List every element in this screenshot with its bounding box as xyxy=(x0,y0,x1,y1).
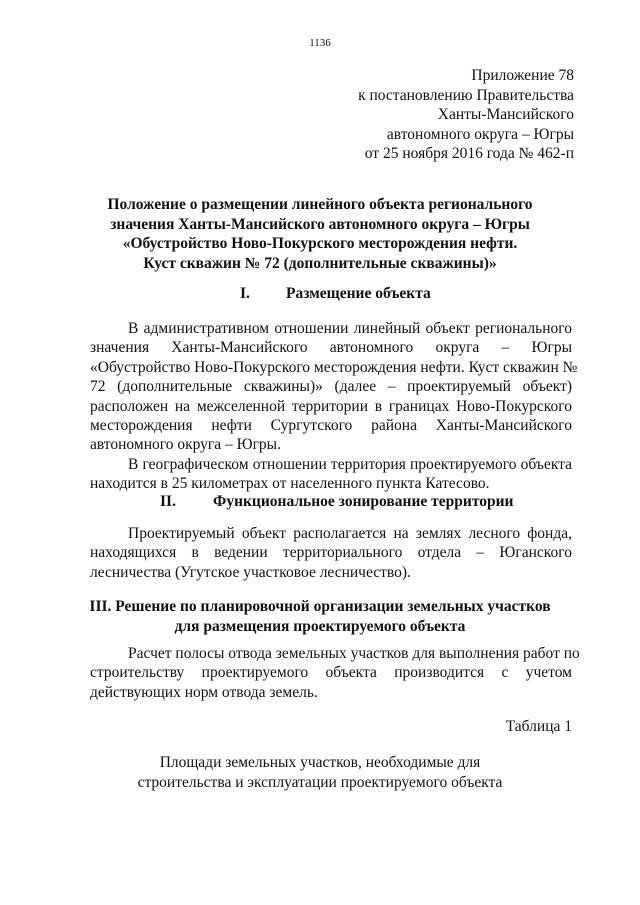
section-1-number: I. xyxy=(240,285,250,302)
text-line: В административном отношении линейный объект регионального xyxy=(128,320,572,337)
section-3-paragraph xyxy=(90,644,580,702)
text-line: расположен на межселенной территории в границах Ново-Покурского xyxy=(90,397,572,415)
text-line: В географическом отношении территория проектируемого объекта xyxy=(128,455,572,473)
section-2-body xyxy=(90,524,572,582)
text-line: 72 (дополнительные скважины)» (далее – проектируемый объект) xyxy=(90,378,572,396)
text-line: строительству проектируемого объекта производится с учетом xyxy=(90,664,572,682)
appendix-line: к постановлению Правительства xyxy=(358,86,574,104)
appendix-line: от 25 ноября 2016 года № 462-п xyxy=(364,145,574,162)
section-1-paragraph-2 xyxy=(90,455,572,494)
text-line: «Обустройство Ново-Покурского месторождения нефти. Куст скважин № xyxy=(90,358,578,376)
document-title xyxy=(70,195,570,273)
section-3-heading xyxy=(70,597,570,636)
text-line: лесничества (Угутское участковое лесничество). xyxy=(90,563,411,581)
section-2-paragraph xyxy=(90,524,572,582)
text-line: Расчет полосы отвода земельных участков для выполнения работ по xyxy=(128,645,580,662)
text-line: действующих норм отвода земель. xyxy=(90,683,318,701)
section-2-number: II. xyxy=(160,493,176,510)
text-line: значения Ханты-Мансийского автономного округа – Югры xyxy=(90,339,572,357)
section-1-title: Размещение объекта xyxy=(286,285,431,302)
page-number: 1136 xyxy=(309,37,331,49)
text-line: находящихся в ведении территориального отдела – Юганского xyxy=(90,544,572,562)
text-line: месторождения нефти Сургутского района Ханты-Мансийского xyxy=(90,417,572,435)
title-line: Куст скважин № 72 (дополнительные скважины)» xyxy=(143,254,497,272)
text-line: находится в 25 километрах от населенного пункта Катесово. xyxy=(90,475,490,493)
table-caption-line: Площади земельных участков, необходимые для xyxy=(159,754,481,771)
appendix-line: Ханты-Мансийского xyxy=(437,106,574,123)
section-3-heading-line: для размещения проектируемого объекта xyxy=(174,617,466,635)
appendix-line: Приложение 78 xyxy=(471,67,574,84)
appendix-line: автономного округа – Югры xyxy=(386,125,574,143)
table-label: Таблица 1 xyxy=(505,718,572,735)
title-line: Положение о размещении линейного объекта регионального xyxy=(107,196,533,213)
text-line: автономного округа – Югры. xyxy=(90,436,281,454)
appendix-block xyxy=(358,66,574,164)
section-3-body xyxy=(90,644,580,702)
section-1-body xyxy=(90,319,578,494)
text-line: Проектируемый объект располагается на землях лесного фонда, xyxy=(128,525,572,542)
table-caption-line: строительства и эксплуатации проектируемого объекта xyxy=(137,773,503,791)
section-3-heading-line: III. Решение по планировочной организации земельных участков xyxy=(89,598,551,615)
title-line: значения Ханты-Мансийского автономного округа – Югры xyxy=(110,215,530,233)
title-line: «Обустройство Ново-Покурского месторождения нефти. xyxy=(122,235,518,252)
table-caption xyxy=(70,753,570,792)
section-2-title: Функциональное зонирование территории xyxy=(213,493,514,510)
section-1-paragraph-1 xyxy=(90,319,578,455)
